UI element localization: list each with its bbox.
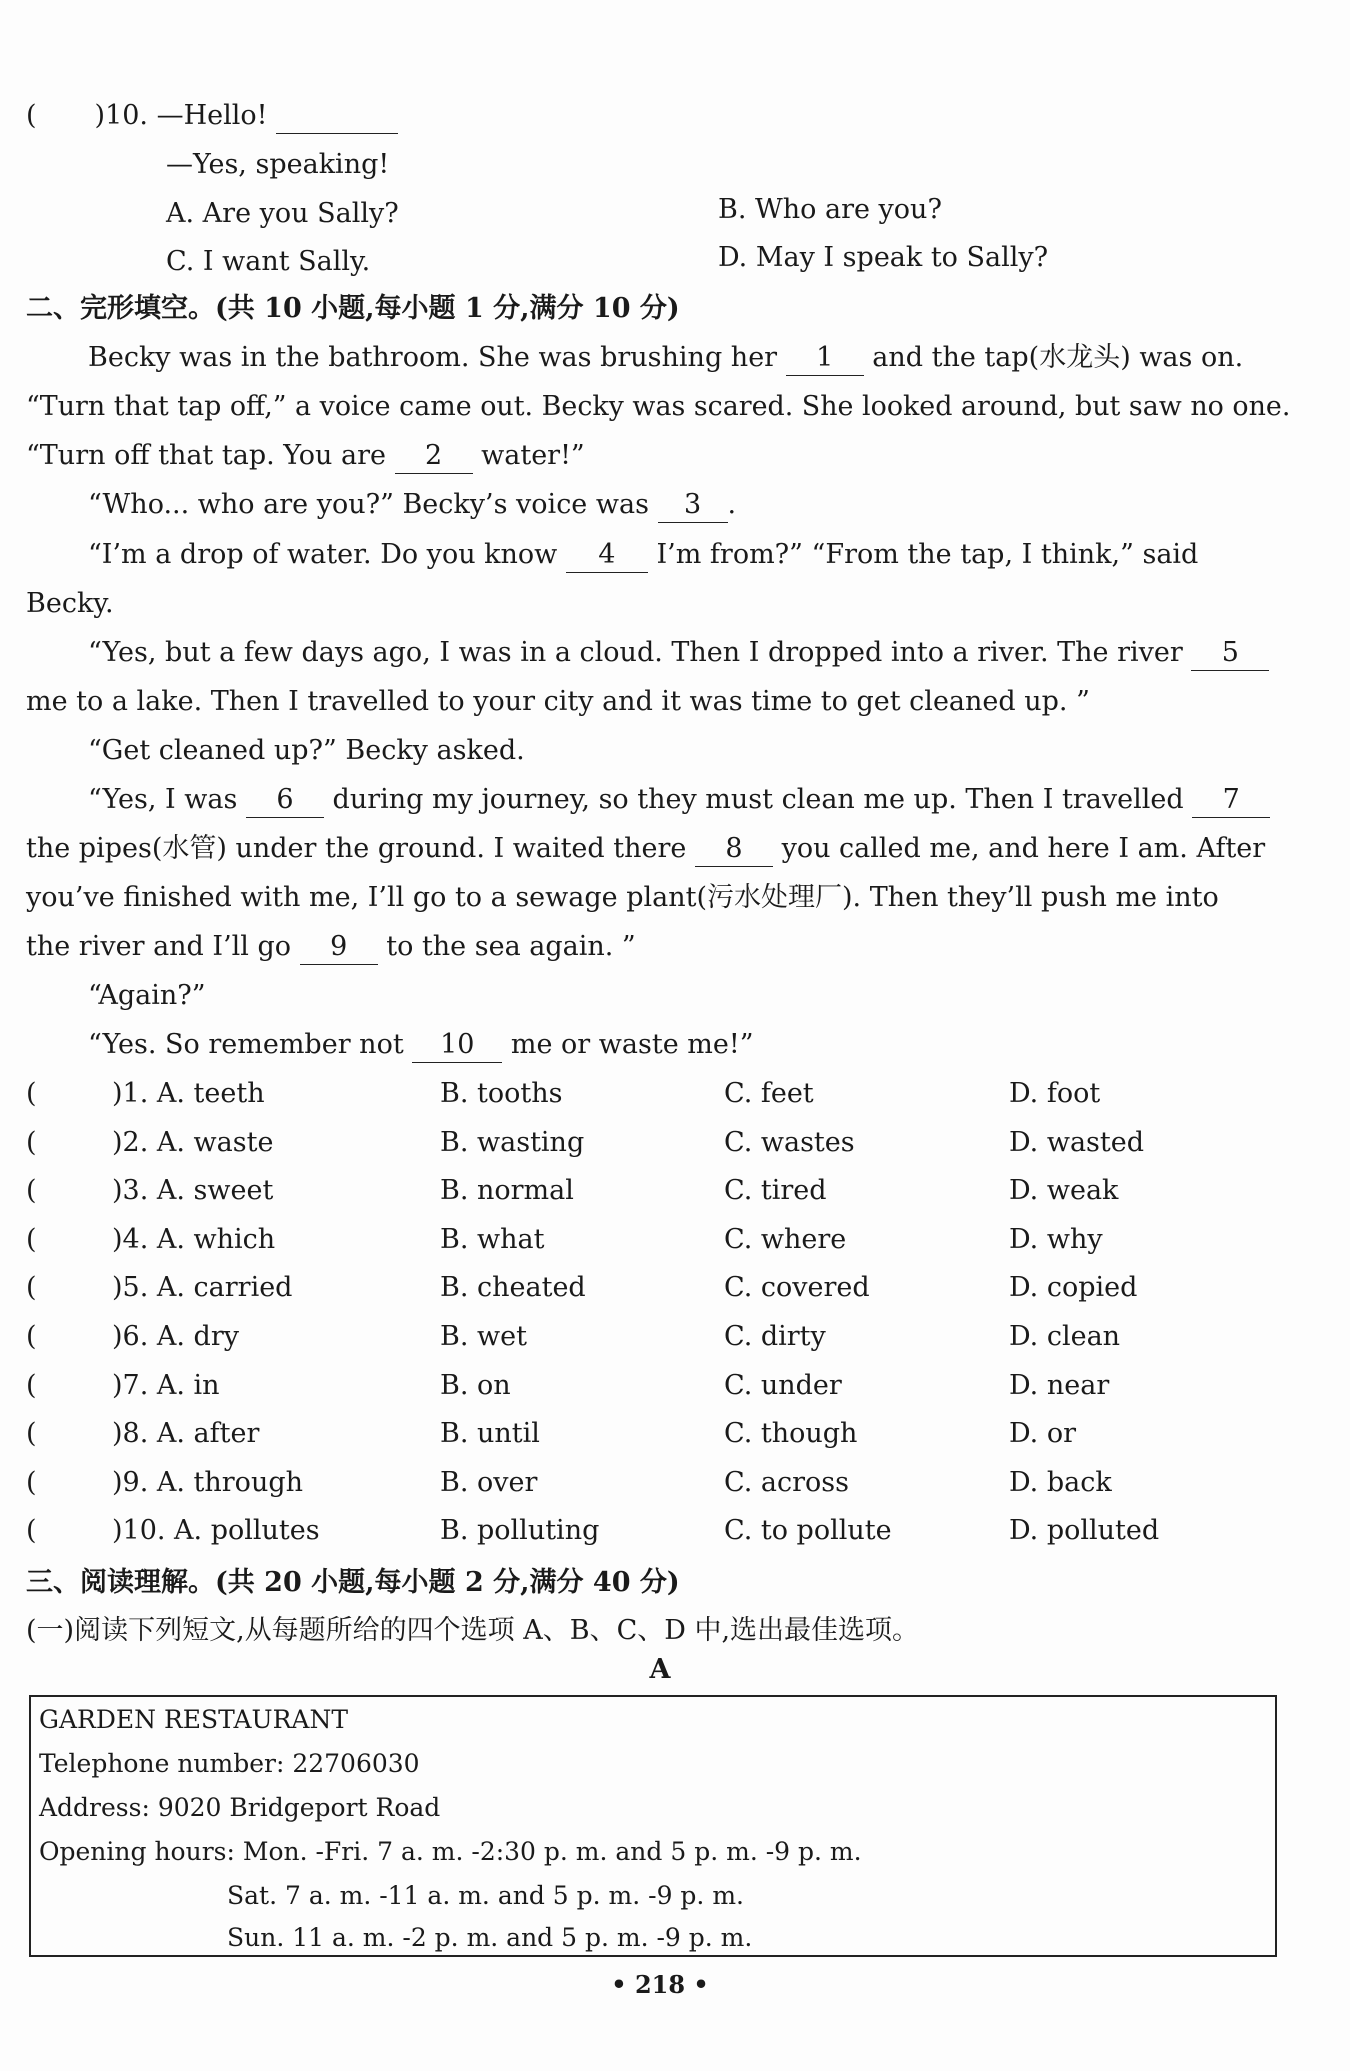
choice-option: )3. A. sweet: [112, 1175, 274, 1206]
blank-7: 7: [1192, 783, 1270, 818]
cloze-line-11: the pipes(水管) under the ground. I waited there 8 you called me, and here I am. After: [26, 832, 1265, 867]
cloze-line-3: “Turn off that tap. You are 2 water!”: [26, 439, 585, 474]
choice-option: C. though: [724, 1418, 858, 1449]
blank-4: 4: [566, 538, 648, 573]
answer-paren[interactable]: (: [26, 1078, 37, 1109]
cloze-line-13: the river and I’ll go 9 to the sea again. ”: [26, 930, 636, 965]
restaurant-address: Address: 9020 Bridgeport Road: [39, 1793, 441, 1822]
choice-option: C. tired: [724, 1175, 827, 1206]
cloze-line-2: “Turn that tap off,” a voice came out. Becky was scared. She looked around, but saw no one.: [26, 391, 1291, 422]
answer-paren[interactable]: (: [26, 1515, 37, 1546]
choice-option: B. until: [440, 1418, 540, 1449]
choice-option: D. foot: [1009, 1078, 1101, 1109]
answer-paren[interactable]: (: [26, 1127, 37, 1158]
choice-option: D. clean: [1009, 1321, 1121, 1352]
choice-option: C. where: [724, 1224, 847, 1255]
answer-paren[interactable]: (: [26, 1175, 37, 1206]
cloze-line-6: Becky.: [26, 588, 114, 619]
choice-option: D. polluted: [1009, 1515, 1160, 1546]
blank-8: 8: [695, 832, 773, 867]
opening-hours-saturday: Sat. 7 a. m. -11 a. m. and 5 p. m. -9 p. m.: [227, 1881, 744, 1910]
q10-option-b: B. Who are you?: [718, 194, 942, 225]
choice-option: B. wet: [440, 1321, 527, 1352]
answer-paren[interactable]: (: [26, 1321, 37, 1352]
answer-paren[interactable]: (: [26, 1272, 37, 1303]
choice-option: D. why: [1009, 1224, 1103, 1255]
cloze-header: 二、完形填空。(共 10 小题,每小题 1 分,满分 10 分): [26, 293, 680, 324]
opening-hours-weekday: Opening hours: Mon. -Fri. 7 a. m. -2:30 p. m. and 5 p. m. -9 p. m.: [39, 1837, 862, 1866]
blank-1: 1: [786, 341, 864, 376]
restaurant-phone: Telephone number: 22706030: [39, 1749, 420, 1778]
choice-option: B. on: [440, 1370, 511, 1401]
q10-stem: ( )10. —Hello!: [26, 99, 398, 134]
cloze-line-10: “Yes, I was 6 during my journey, so they must clean me up. Then I travelled 7: [88, 783, 1270, 818]
blank-10: 10: [412, 1028, 502, 1063]
q10-option-c: C. I want Sally.: [166, 246, 371, 277]
cloze-line-12: you’ve finished with me, I’ll go to a sewage plant(污水处理厂). Then they’ll push me into: [26, 882, 1219, 913]
choice-option: )8. A. after: [112, 1418, 260, 1449]
page-number: • 218 •: [611, 1970, 709, 1999]
choice-option: C. to pollute: [724, 1515, 892, 1546]
choice-option: D. copied: [1009, 1272, 1138, 1303]
blank-5: 5: [1191, 636, 1269, 671]
choice-option: )9. A. through: [112, 1467, 304, 1498]
choice-option: )2. A. waste: [112, 1127, 274, 1158]
choice-option: C. wastes: [724, 1127, 855, 1158]
cloze-line-14: “Again?”: [88, 980, 206, 1011]
choice-option: C. under: [724, 1370, 842, 1401]
blank-2: 2: [395, 439, 473, 474]
blank-9: 9: [300, 930, 378, 965]
choice-option: )1. A. teeth: [112, 1078, 265, 1109]
choice-option: C. covered: [724, 1272, 870, 1303]
choice-option: B. wasting: [440, 1127, 585, 1158]
choice-option: C. feet: [724, 1078, 814, 1109]
cloze-line-15: “Yes. So remember not 10 me or waste me!”: [88, 1028, 754, 1063]
restaurant-name: GARDEN RESTAURANT: [39, 1705, 349, 1734]
blank-3: 3: [658, 488, 728, 523]
choice-option: D. near: [1009, 1370, 1110, 1401]
choice-option: B. tooths: [440, 1078, 563, 1109]
cloze-line-7: “Yes, but a few days ago, I was in a cloud. Then I dropped into a river. The river 5: [88, 636, 1269, 671]
choice-option: D. weak: [1009, 1175, 1119, 1206]
choice-option: )5. A. carried: [112, 1272, 293, 1303]
answer-paren[interactable]: (: [26, 1224, 37, 1255]
section-title: A: [649, 1654, 671, 1685]
cloze-line-9: “Get cleaned up?” Becky asked.: [88, 735, 525, 766]
choice-option: D. back: [1009, 1467, 1112, 1498]
cloze-line-4: “Who... who are you?” Becky’s voice was 3 .: [88, 488, 736, 523]
choice-option: )7. A. in: [112, 1370, 220, 1401]
choice-option: B. polluting: [440, 1515, 600, 1546]
reading-instruction: (一)阅读下列短文,从每题所给的四个选项 A、B、C、D 中,选出最佳选项。: [26, 1615, 920, 1646]
choice-option: D. or: [1009, 1418, 1077, 1449]
cloze-line-1: Becky was in the bathroom. She was brushing her 1 and the tap(水龙头) was on.: [88, 341, 1243, 376]
answer-paren[interactable]: (: [26, 1370, 37, 1401]
cloze-line-8: me to a lake. Then I travelled to your city and it was time to get cleaned up. ”: [26, 686, 1090, 717]
restaurant-notice: [29, 1695, 1277, 1957]
choice-option: )4. A. which: [112, 1224, 276, 1255]
blank-6: 6: [246, 783, 324, 818]
choice-option: C. dirty: [724, 1321, 826, 1352]
choice-option: )6. A. dry: [112, 1321, 239, 1352]
answer-paren[interactable]: (: [26, 100, 37, 131]
q10-reply: —Yes, speaking!: [166, 149, 390, 180]
choice-option: B. normal: [440, 1175, 574, 1206]
answer-paren[interactable]: (: [26, 1418, 37, 1449]
answer-paren[interactable]: (: [26, 1467, 37, 1498]
q10-option-a: A. Are you Sally?: [166, 198, 399, 229]
reading-header: 三、阅读理解。(共 20 小题,每小题 2 分,满分 40 分): [26, 1567, 680, 1598]
cloze-line-5: “I’m a drop of water. Do you know 4 I’m from?” “From the tap, I think,” said: [88, 538, 1198, 573]
choice-option: C. across: [724, 1467, 849, 1498]
choice-option: B. cheated: [440, 1272, 586, 1303]
q10-option-d: D. May I speak to Sally?: [718, 242, 1049, 273]
opening-hours-sunday: Sun. 11 a. m. -2 p. m. and 5 p. m. -9 p. m.: [227, 1923, 753, 1952]
q10-blank: [276, 99, 398, 134]
choice-option: )10. A. pollutes: [112, 1515, 320, 1546]
choice-option: D. wasted: [1009, 1127, 1145, 1158]
choice-option: B. what: [440, 1224, 545, 1255]
choice-option: B. over: [440, 1467, 538, 1498]
